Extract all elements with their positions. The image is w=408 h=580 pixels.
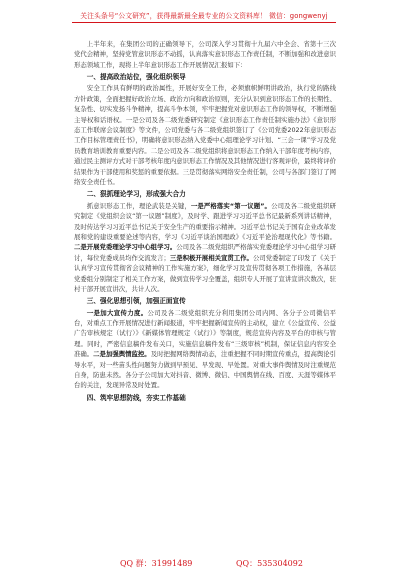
section-heading-3: 三、强化思想引领，加强正面宣传 (86, 297, 186, 306)
text-run: 公司及各二级党组织充分利用集团公司内网、各分子公司微信平台，对重点工作开展情况进行新闻报道，牢牢把握新闻宣传的主动权，建立《公益宣传、公益广告审核规定（试行）》《新媒体管理规定（试行）》等制度，规范宣传内容及平台的审核与管理。同时，严密信息稿件发布关口，实施信息稿件发布“三级审核”机制，保证信息内容安全准确。 (74, 308, 337, 359)
section-heading-2: 二、狠抓理论学习，形成强大合力 (86, 190, 186, 199)
bold-run: 一是加大宣传力度。 (86, 308, 148, 317)
bold-run: 三是积极开展相关宣贯工作。 (169, 253, 253, 262)
text-run: 公司及各二级党组织研究制定《党组织会议“第一议题”制度》，及时学、跟进学习习近平总书记最新系列讲话精神，及时传达学习习近平总书记关于安全生产的重要指示精神。习近平总书记关于国有企业改革发展和党的建设重要论述等内容，学习《习近平谈治国理政》《习近平论治理现代化》等书籍。 (74, 201, 337, 241)
intro-paragraph: 上半年来，在集团公司的正确领导下，公司深入学习贯彻十九届六中全会、省第十三次党代会精神，坚持党管意识形态不动摇，认真落实意识形态工作责任制，不断加强和改进意识形态领域工作，现将上半年意识形态工作开展情况汇报如下： (74, 40, 337, 69)
bold-run: 二是开展党委理论学习中心组学习。 (74, 243, 177, 252)
promo-banner: 关注头条号“公文研究”，获得最新最全最专业的公文资料库！ 微信：gongwenyj (80, 12, 328, 20)
bold-run: 二是加强舆情监控。 (93, 350, 151, 359)
text-run: 及时把握网络舆情动态，注重把握不同时期宣传重点，提高舆论引导水平，对一些苗头性问题努力做到早预见、早发现、早处置。对重大事件舆情及时注重规范自身，防患未然。各分子公司加大对抖音、微博、微信、中国舆情在线、百度、天涯等媒体平台的关注，发现异常及时处置。 (74, 350, 337, 390)
document-body (74, 39, 336, 404)
text-run: 公司及各二级党组织严格落实党委理论学习中心组学习研讨，每位党委成员均作交流发言； (74, 243, 337, 262)
qq-group-label: QQ 群：31991489 (120, 559, 193, 568)
text-run: 公司党委制定了印发了《关于认真学习宣传贯彻省会议精神的工作实施方案》，细化学习及宣传贯彻各项工作措施，各基层党委组分别制定了相关工作方案，做到宣传学习全覆盖，组织专人开展了宣讲宣讲次数次，驻村干部开展宣讲次，共计人次。 (74, 253, 337, 293)
section-heading-4: 四、筑牢思想防线，夯实工作基础 (86, 393, 186, 402)
section-3-paragraph (74, 308, 336, 391)
section-1-paragraph: 安全工作具有鲜明的政治属性，开展好安全工作，必须旗帜鲜明讲政治，执行党的路线方针政策，全面把握好政治立场、政治方向和政治原则，充分认识到意识形态工作的长期性、复杂性、切实发扬斗争精神，提高斗争本领，牢牢把握党对意识形态工作的领导权，不断增强主导权和话语权。一是公司及各二级党委研究制定《意识形态工作责任制实施办法》《意识形态工作联席会议制度》等文件，公司党委与各二级党组织签订了《公司党委2022年意识形态工作目标管理责任书》，明确将意识形态纳入党委中心组理论学习计划、“三会一课”学习及党员教育培训教育重要内容。二是公司及各二级党组织将意识形态工作纳入干部年度考核内容，通过民主测评方式对干部考核年度内意识形态工作情况及其他情况进行客观评价，最终将评价结果作为干部使用和奖惩的重要依据。三是贯彻落实网络安全责任制，公司与各部门签订了网络安全责任书。 (74, 84, 337, 187)
qq-contact-label: QQ：535304092 (236, 559, 303, 568)
bold-run: 一是严格落实“第一议题”。 (190, 201, 272, 210)
text-run: 抓意识形态工作，理论武装是关键， (86, 201, 191, 210)
section-heading-1: 一、提高政治站位，强化组织领导 (86, 73, 186, 82)
section-2-paragraph (74, 201, 336, 295)
banner-divider (72, 22, 336, 23)
